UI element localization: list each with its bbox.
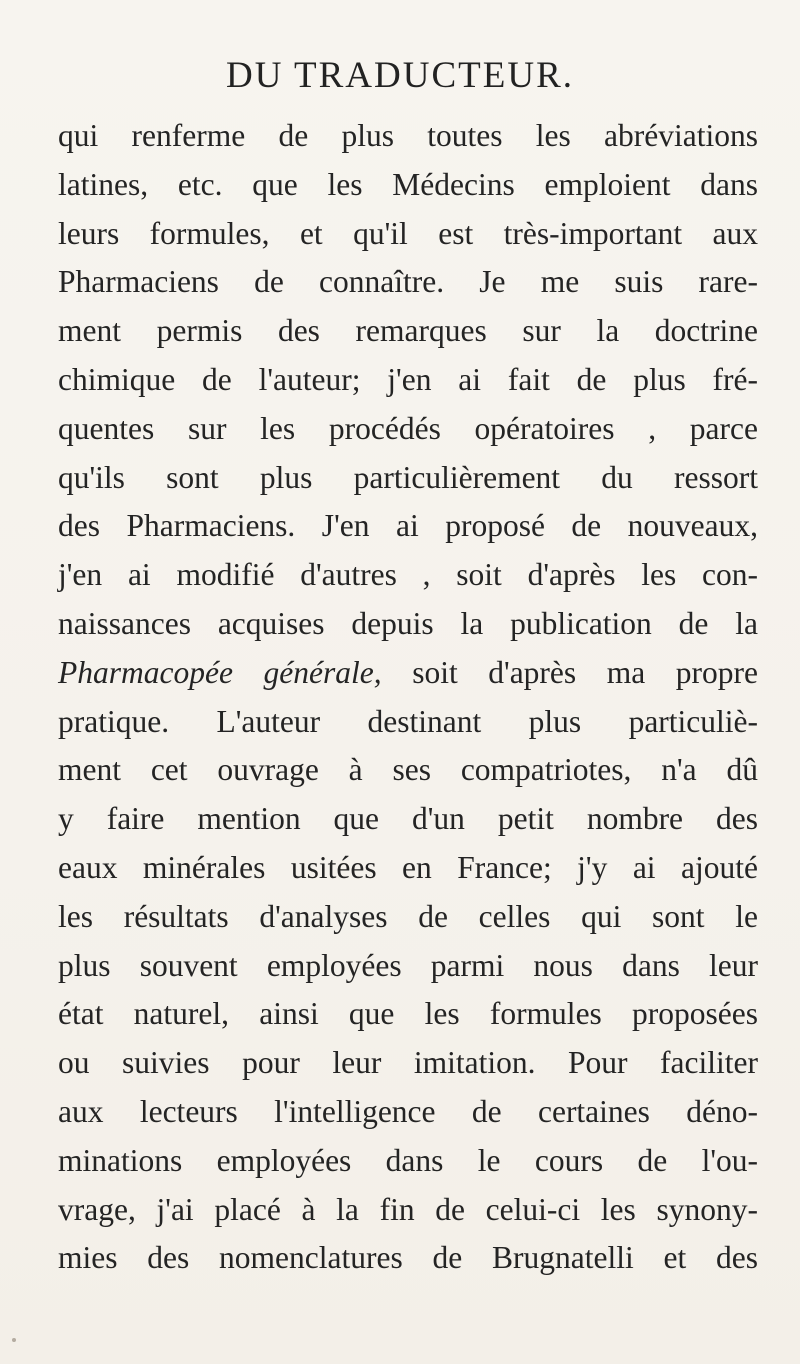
italic-title: Pharmacopée générale, <box>58 654 382 690</box>
text-line-remainder: soit d'après ma propre <box>412 654 759 690</box>
text-line: ou suivies pour leur imitation. Pour faciliter <box>58 1045 758 1081</box>
body-paragraph <box>58 112 758 1283</box>
text-line: qu'ils sont plus particulièrement du ressort <box>58 459 758 495</box>
text-line: quentes sur les procédés opératoires , parce <box>58 410 758 446</box>
running-header: DU TRADUCTEUR. <box>226 55 574 96</box>
text-line: qui renferme de plus toutes les abréviations <box>58 118 758 153</box>
text-line: état naturel, ainsi que les formules proposées <box>58 996 758 1032</box>
paper-spot <box>12 1338 16 1342</box>
text-line: les résultats d'analyses de celles qui sont le <box>58 898 758 934</box>
text-line: mies des nomenclatures de Brugnatelli et des <box>58 1240 758 1276</box>
text-line: plus souvent employées parmi nous dans leur <box>58 947 758 983</box>
text-line: minations employées dans le cours de l'ou- <box>58 1142 758 1178</box>
text-line: naissances acquises depuis la publication de la <box>58 605 758 641</box>
text-line: Pharmaciens de connaître. Je me suis rare- <box>58 264 758 300</box>
text-line: y faire mention que d'un petit nombre des <box>58 801 758 837</box>
text-line: j'en ai modifié d'autres , soit d'après les con- <box>58 557 758 593</box>
text-line: vrage, j'ai placé à la fin de celui-ci les synony- <box>58 1191 758 1227</box>
text-line: aux lecteurs l'intelligence de certaines déno- <box>58 1093 758 1129</box>
text-line: pratique. L'auteur destinant plus particuliè- <box>58 703 758 739</box>
text-line: ment cet ouvrage à ses compatriotes, n'a dû <box>58 752 758 788</box>
text-line: eaux minérales usitées en France; j'y ai ajouté <box>58 849 758 885</box>
text-line: des Pharmaciens. J'en ai proposé de nouveaux, <box>58 508 758 544</box>
text-line-with-title <box>58 649 758 698</box>
text-line: chimique de l'auteur; j'en ai fait de plus fré- <box>58 361 758 397</box>
text-line: ment permis des remarques sur la doctrine <box>58 313 758 349</box>
text-line: latines, etc. que les Médecins emploient dans <box>58 166 758 202</box>
text-line: leurs formules, et qu'il est très-important aux <box>58 215 758 251</box>
